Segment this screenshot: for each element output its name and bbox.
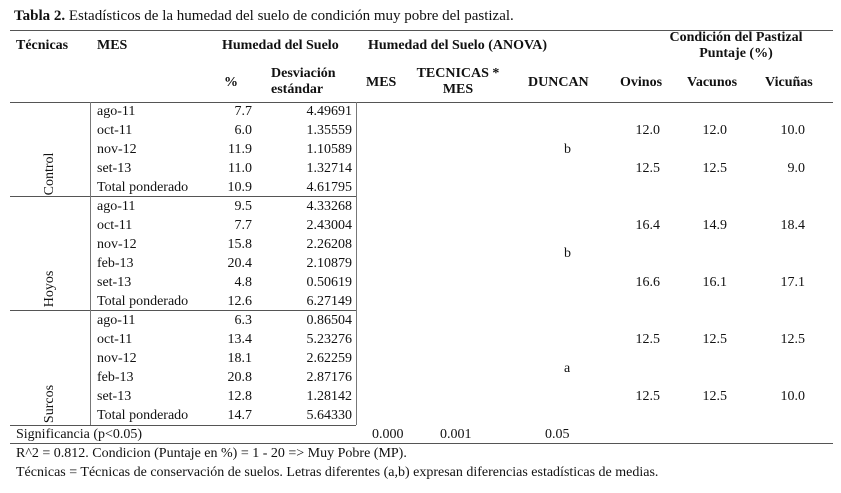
table-caption: [14, 8, 514, 24]
sd-cell: 1.35559: [306, 123, 352, 138]
pct-cell: 20.4: [227, 256, 252, 271]
mes-cell: set-13: [97, 161, 132, 176]
table-row: [97, 332, 132, 348]
mes-cell: Total ponderado: [97, 180, 189, 195]
pct-cell: 6.0: [234, 123, 252, 138]
header-desv: [271, 66, 336, 98]
header-tec-mes: [410, 66, 506, 98]
pct-cell: 12.8: [227, 389, 252, 404]
sd-cell: 0.86504: [306, 313, 352, 328]
vacunos-cell: 14.9: [702, 218, 727, 233]
header-anova-mes: MES: [366, 75, 397, 90]
header-condicion: [636, 30, 836, 62]
sd-cell: 4.33268: [306, 199, 352, 214]
table-row: [97, 104, 135, 120]
vacunos-cell: 16.1: [702, 275, 727, 290]
mes-cell: ago-11: [97, 313, 136, 328]
ovinos-cell: 12.5: [635, 161, 660, 176]
pct-cell: 7.7: [234, 104, 252, 119]
sd-cell: 2.43004: [306, 218, 352, 233]
vacunos-cell: 12.5: [702, 332, 727, 347]
sd-cell: 1.28142: [306, 389, 352, 404]
pct-cell: 11.9: [228, 142, 252, 157]
header-anova: Humedad del Suelo (ANOVA): [368, 38, 548, 53]
rule-bottom: [10, 443, 833, 444]
group-label-control: Control: [42, 152, 57, 196]
header-desv-line2: estándar: [271, 82, 324, 97]
ovinos-cell: 12.5: [635, 332, 660, 347]
header-condicion-line2: Puntaje (%): [699, 46, 773, 61]
rule-surcos-end: [10, 425, 356, 426]
pct-cell: 18.1: [227, 351, 252, 366]
pct-cell: 13.4: [227, 332, 252, 347]
significance-tec-mes: 0.001: [440, 427, 472, 442]
caption-label: Tabla 2.: [14, 8, 66, 24]
ovinos-cell: 12.0: [635, 123, 660, 138]
vicunas-cell: 12.5: [780, 332, 805, 347]
table-row: [97, 142, 137, 158]
ovinos-cell: 12.5: [635, 389, 660, 404]
vicunas-cell: 18.4: [780, 218, 805, 233]
rule-header: [10, 102, 833, 103]
mes-cell: feb-13: [97, 370, 134, 385]
footnote-tecnicas: Técnicas = Técnicas de conservación de suelos. Letras diferentes (a,b) expresan diferencias estadísticas de medias.: [16, 465, 659, 480]
sd-cell: 2.87176: [306, 370, 352, 385]
sd-cell: 1.32714: [306, 161, 352, 176]
vacunos-cell: 12.5: [702, 389, 727, 404]
table-row: [97, 256, 134, 272]
mes-cell: ago-11: [97, 199, 136, 214]
vicunas-cell: 10.0: [780, 123, 805, 138]
header-tecnicas: Técnicas: [16, 38, 69, 53]
pct-cell: 7.7: [234, 218, 252, 233]
table-row: [97, 389, 131, 405]
sd-cell: 4.61795: [306, 180, 352, 195]
pct-cell: 15.8: [227, 237, 252, 252]
group-label-surcos: Surcos: [42, 384, 57, 424]
header-mes: MES: [97, 38, 128, 53]
table-row: [97, 351, 137, 367]
mes-cell: set-13: [97, 275, 132, 290]
rule-hoyos-end: [10, 310, 356, 311]
table-row: [97, 199, 135, 215]
header-vicunas: Vicuñas: [765, 75, 813, 90]
table-row: [97, 161, 131, 177]
mes-cell: oct-11: [97, 123, 133, 138]
mes-cell: ago-11: [97, 104, 136, 119]
duncan-cell: a: [564, 361, 571, 376]
table-row: [97, 313, 135, 329]
rule-group-left: [90, 102, 91, 425]
header-vacunos: Vacunos: [687, 75, 738, 90]
header-condicion-line1: Condición del Pastizal: [669, 30, 803, 45]
significance-label: Significancia (p<0.05): [16, 427, 143, 442]
table-row: [97, 408, 188, 424]
header-desv-line1: Desviación: [271, 66, 336, 81]
pct-cell: 10.9: [227, 180, 252, 195]
rule-data-right: [356, 102, 357, 425]
mes-cell: nov-12: [97, 237, 137, 252]
header-duncan: DUNCAN: [528, 75, 589, 90]
significance-duncan: 0.05: [545, 427, 570, 442]
pct-cell: 4.8: [234, 275, 252, 290]
table-row: [97, 237, 137, 253]
vicunas-cell: 9.0: [787, 161, 805, 176]
mes-cell: nov-12: [97, 351, 137, 366]
pct-cell: 12.6: [227, 294, 252, 309]
pct-cell: 9.5: [234, 199, 252, 214]
table-row: [97, 275, 131, 291]
pct-cell: 20.8: [227, 370, 252, 385]
mes-cell: set-13: [97, 389, 132, 404]
duncan-cell: b: [564, 246, 571, 261]
sd-cell: 5.23276: [306, 332, 352, 347]
table-row: [97, 294, 188, 310]
vacunos-cell: 12.5: [702, 161, 727, 176]
sd-cell: 0.50619: [306, 275, 352, 290]
sd-cell: 6.27149: [306, 294, 352, 309]
header-pct: %: [224, 75, 238, 90]
sd-cell: 2.10879: [306, 256, 352, 271]
pct-cell: 11.0: [228, 161, 252, 176]
group-label-hoyos: Hoyos: [42, 270, 57, 308]
table-row: [97, 123, 132, 139]
mes-cell: Total ponderado: [97, 294, 189, 309]
header-humedad: Humedad del Suelo: [222, 38, 339, 53]
pct-cell: 14.7: [227, 408, 252, 423]
mes-cell: Total ponderado: [97, 408, 189, 423]
header-ovinos: Ovinos: [620, 75, 663, 90]
table-row: [97, 218, 132, 234]
sd-cell: 5.64330: [306, 408, 352, 423]
header-tec-mes-line2: MES: [442, 82, 474, 97]
vacunos-cell: 12.0: [702, 123, 727, 138]
sd-cell: 4.49691: [306, 104, 352, 119]
duncan-cell: b: [564, 142, 571, 157]
footnote-r2: R^2 = 0.812. Condicion (Puntaje en %) = 1 - 20 => Muy Pobre (MP).: [16, 446, 407, 461]
caption-text: Estadísticos de la humedad del suelo de condición muy pobre del pastizal.: [68, 8, 514, 24]
ovinos-cell: 16.6: [635, 275, 660, 290]
table-row: [97, 370, 134, 386]
pct-cell: 6.3: [234, 313, 252, 328]
sd-cell: 2.62259: [306, 351, 352, 366]
vicunas-cell: 17.1: [780, 275, 805, 290]
significance-mes: 0.000: [372, 427, 404, 442]
ovinos-cell: 16.4: [635, 218, 660, 233]
mes-cell: nov-12: [97, 142, 137, 157]
header-tec-mes-line1: TECNICAS *: [416, 66, 500, 81]
sd-cell: 1.10589: [306, 142, 352, 157]
rule-control-end: [10, 196, 356, 197]
mes-cell: oct-11: [97, 218, 133, 233]
vicunas-cell: 10.0: [780, 389, 805, 404]
mes-cell: feb-13: [97, 256, 134, 271]
table-row: [97, 180, 188, 196]
sd-cell: 2.26208: [306, 237, 352, 252]
mes-cell: oct-11: [97, 332, 133, 347]
